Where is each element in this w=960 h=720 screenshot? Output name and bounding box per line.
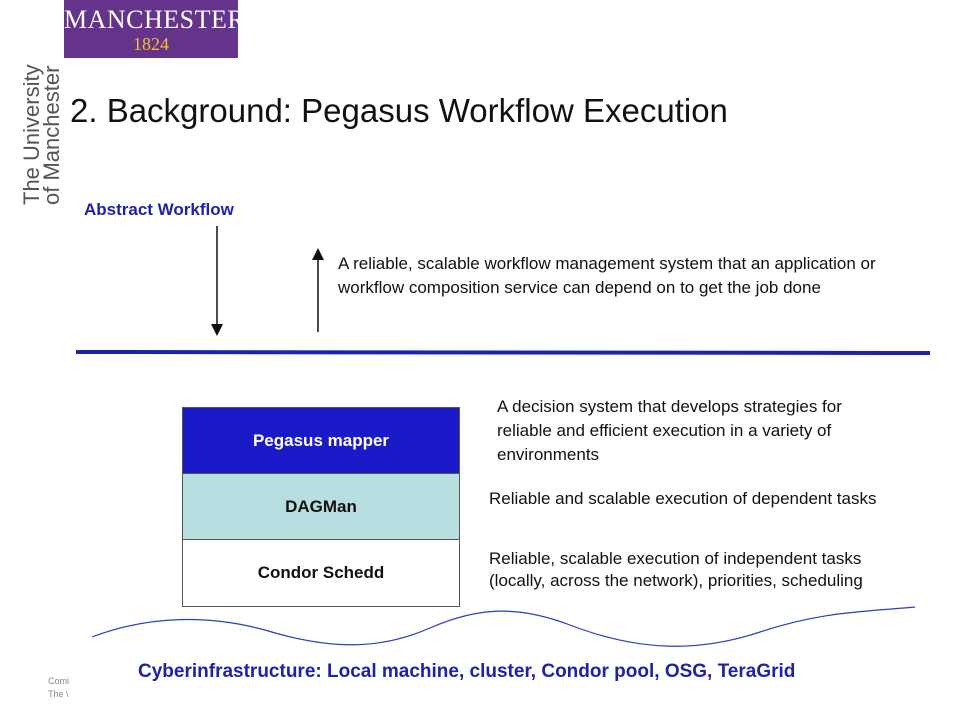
side-text-line2: of Manchester bbox=[39, 65, 64, 205]
logo-name: MANCHESTER bbox=[64, 5, 246, 34]
dagman-layer: DAGMan bbox=[183, 474, 459, 540]
side-text-line1: The University bbox=[19, 64, 44, 205]
pegasus-mapper-layer: Pegasus mapper bbox=[183, 408, 459, 474]
condor-schedd-description: Reliable, scalable execution of independent tasks (locally, across the network), priorities, scheduling bbox=[489, 549, 863, 590]
footer-line1: Comi bbox=[48, 676, 70, 686]
logo-year: 1824 bbox=[133, 34, 169, 54]
abstract-workflow-label: Abstract Workflow bbox=[84, 200, 234, 219]
cyberinfrastructure-label: Cyberinfrastructure: Local machine, cluster, Condor pool, OSG, TeraGrid bbox=[138, 661, 796, 682]
reliable-system-text: A reliable, scalable workflow management system that an application or workflow composition service can depend on to get the job done bbox=[338, 254, 876, 297]
separator-line bbox=[76, 352, 930, 353]
condor-schedd-layer: Condor Schedd bbox=[183, 540, 459, 606]
pegasus-mapper-description: A decision system that develops strategies for reliable and efficient execution in a variety of environments bbox=[497, 397, 842, 464]
cyberinfrastructure-wave bbox=[92, 607, 915, 646]
footer-line2: The \ bbox=[48, 689, 69, 699]
page-title: 2. Background: Pegasus Workflow Execution bbox=[70, 92, 728, 129]
execution-stack bbox=[182, 407, 460, 607]
dagman-description: Reliable and scalable execution of dependent tasks bbox=[489, 489, 877, 508]
